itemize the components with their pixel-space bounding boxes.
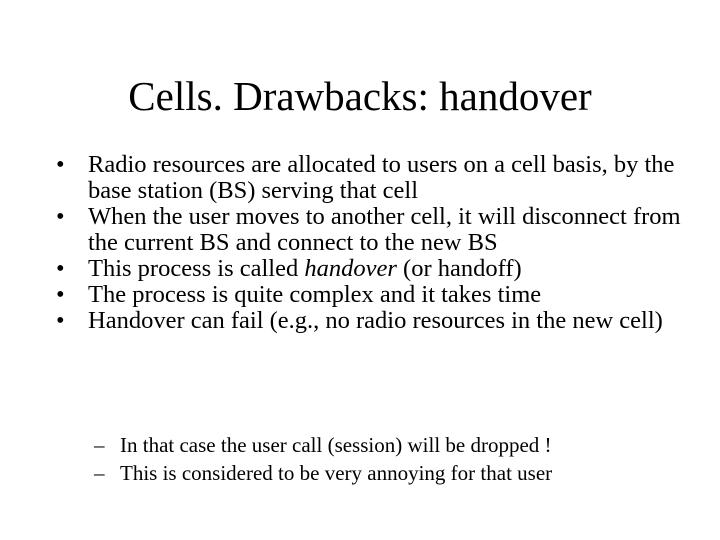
bullet-item bbox=[54, 256, 694, 282]
bullet-list bbox=[54, 152, 694, 334]
sub-bullet-item: – In that case the user call (session) will be dropped ! bbox=[94, 431, 694, 459]
bullet-item: • Radio resources are allocated to users on a cell basis, by the base station (BS) serving that cell bbox=[54, 152, 694, 204]
bullet-item: • The process is quite complex and it takes time bbox=[54, 282, 694, 308]
sub-bullet-list bbox=[94, 431, 694, 487]
emphasized-term: handover bbox=[304, 255, 397, 282]
bullet-text: This process is called bbox=[88, 255, 305, 282]
bullet-text: (or handoff) bbox=[396, 255, 522, 282]
bullet-item: • When the user moves to another cell, it will disconnect from the current BS and connect to the new BS bbox=[54, 204, 694, 256]
bullet-item: • Handover can fail (e.g., no radio resources in the new cell) bbox=[54, 308, 694, 334]
slide-title: Cells. Drawbacks: handover bbox=[128, 73, 592, 119]
sub-bullet-item: – This is considered to be very annoying for that user bbox=[94, 459, 694, 487]
